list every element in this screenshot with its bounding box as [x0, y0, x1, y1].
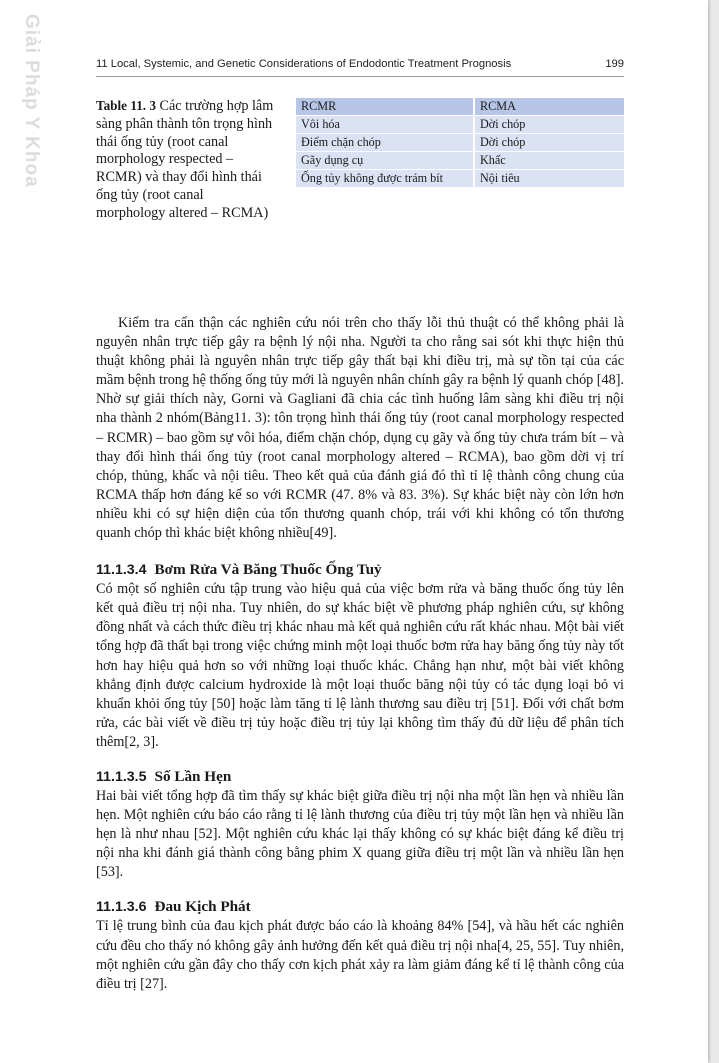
- table-cell: Nội tiêu: [474, 170, 624, 188]
- table-cell: Ống tủy không được trám bít: [296, 170, 474, 188]
- section-flare-up: [96, 897, 624, 993]
- section-heading: [96, 897, 624, 917]
- section-paragraph: Hai bài viết tổng hợp đã tìm thấy sự khác biệt giữa điều trị nội nha một lần hẹn và nhiều lần hẹn. Một nghiên cứu báo cáo rằng tỉ lệ lành thương của điều trị tủy một lần hẹn và nhiều lần hẹn là như nhau [52]. Một nghiên cứu khác lại thấy không có sự khác biệt đáng kể điều trị nội nha khi đánh giá thành công bằng phim X quang giữa điều trị một lần và nhiều lần hẹn [53].: [96, 787, 624, 881]
- table-row: [296, 134, 624, 152]
- table-caption-label: Table 11. 3: [96, 98, 156, 113]
- section-title: Đau Kịch Phát: [154, 898, 251, 916]
- section-visits: [96, 767, 624, 882]
- body-text: [96, 314, 624, 994]
- table-cell: Khấc: [474, 152, 624, 170]
- section-title: Bơm Rửa Và Băng Thuốc Ống Tuỷ: [154, 561, 382, 579]
- watermark: Giải Pháp Y Khoa: [21, 14, 42, 188]
- running-head: [96, 58, 624, 70]
- table-caption: [96, 97, 276, 223]
- table-cell: Vôi hóa: [296, 116, 474, 134]
- section-number: 11.1.3.4: [96, 562, 147, 579]
- table-header-cell: RCMR: [296, 98, 474, 116]
- table-row: [296, 170, 624, 188]
- section-heading: [96, 560, 624, 580]
- section-paragraph: Tỉ lệ trung bình của đau kịch phát được báo cáo là khoảng 84% [54], và hầu hết các nghiên cứu đều cho thấy nó không gây ảnh hưởng đến kết quả điều trị nội nha[4, 25, 55]. Tuy nhiên, một nghiên cứu gần đây cho thấy cơn kịch phát xảy ra làm giảm đáng kể tỉ lệ thành công của điều trị [27].: [96, 918, 624, 992]
- table-cell: Dời chóp: [474, 134, 624, 152]
- table-caption-text: Các trường hợp lâm sàng phân thành tôn trọng hình thái ống tủy (root canal morphology respected – RCMR) và thay đổi hình thái ống tủy (root canal morphology altered – RCMA): [96, 98, 274, 221]
- section-irrigation: [96, 560, 624, 752]
- section-heading: [96, 767, 624, 787]
- table-cell: Điểm chặn chóp: [296, 134, 474, 152]
- section-title: Số Lần Hẹn: [154, 767, 232, 785]
- table-header-row: [296, 98, 624, 116]
- table-header-cell: RCMA: [474, 98, 624, 116]
- section-number: 11.1.3.5: [96, 768, 147, 785]
- table-row: [296, 116, 624, 134]
- section-paragraph: Có một số nghiên cứu tập trung vào hiệu quả của việc bơm rửa và băng thuốc ống tủy lên kết quả điều trị nội nha. Tuy nhiên, do sự khác biệt về phương pháp nghiên cứu, sự không đồng nhất và cách thức điều trị khác nhau mà kết quả nghiên cứu rất khác nhau. Một bài viết tổng hợp đã thất bại trong việc chứng minh một loại thuốc bơm rửa hay băng ống tủy này tốt hơn hay hiệu quả hơn so với những loại thuốc khác. Chẳng hạn như, một bài viết không khẳng định được calcium hydroxide là một loại thuốc băng nội tủy có tác dụng loại bỏ vi khuẩn khỏi ống tủy [50] hoặc làm tăng tỉ lệ lành thương sau điều trị [51]. Đối với chất bơm rửa, các bài viết về điều trị tủy hoặc điều trị tủy lại không tìm thấy đủ dữ liệu để phân tích thêm[2, 3].: [96, 581, 624, 750]
- section-number: 11.1.3.6: [96, 899, 147, 916]
- running-head-title: 11 Local, Systemic, and Genetic Considerations of Endodontic Treatment Prognosis: [96, 58, 512, 70]
- table-row: [296, 152, 624, 170]
- page-number: 199: [605, 58, 624, 70]
- table-cell: Gãy dụng cụ: [296, 152, 474, 170]
- rcmr-rcma-table: [296, 98, 624, 188]
- table-cell: Dời chóp: [474, 116, 624, 134]
- intro-paragraph: Kiểm tra cẩn thận các nghiên cứu nói trên cho thấy lỗi thủ thuật có thể không phải là nguyên nhân trực tiếp gây ra bệnh lý nội nha. Người ta cho rằng sai sót khi thực hiện thủ thuật không phải là nguyên nhân trực tiếp gây thất bại khi điều trị, mà sự tồn tại của các mầm bệnh trong hệ thống ống tủy mới là nguyên nhân chính gây ra bệnh lý quanh chóp [48]. Nhờ sự giải thích này, Gorni và Gagliani đã chia các tình huống lâm sàng khi điều trị nội nha thành 2 nhóm(Bảng11. 3): tôn trọng hình thái ống tủy (root canal morphology respected – RCMR) – bao gồm sự vôi hóa, điểm chặn chóp, dụng cụ gãy và ống tủy chưa trám bít – và thay đổi hình thái ống tủy (root canal morphology altered – RCMA), bao gồm dời vị trí chóp, thủng, khấc và nội tiêu. Theo kết quả của đánh giá đó thì tỉ lệ thành công chung của RCMA thấp hơn đáng kể so với RCMR (47. 8% và 83. 3%). Sự khác biệt này còn lớn hơn nhiều khi có sự hiện diện của tổn thương quanh chóp, trái với khi không có tổn thương quanh chóp thì khác biệt không nhiều[49].: [96, 315, 624, 542]
- header-rule: [96, 76, 624, 77]
